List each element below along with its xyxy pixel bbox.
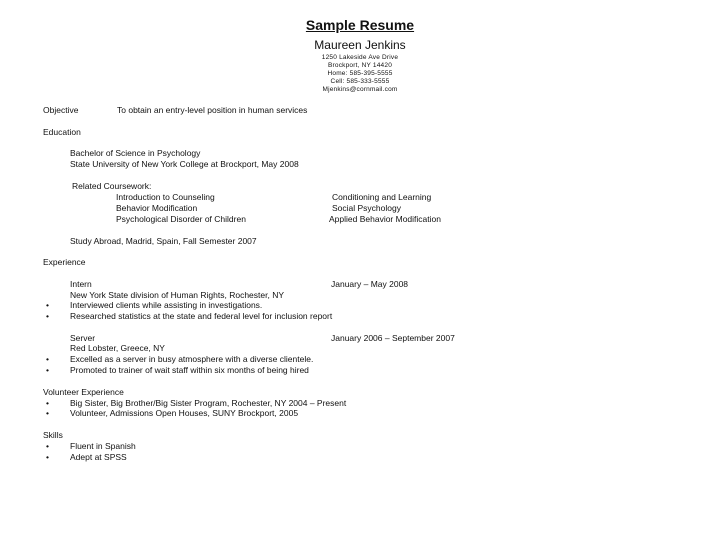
email: Mjenkins@cornmail.com (322, 86, 398, 93)
skill-item: Fluent in Spanish (70, 441, 136, 451)
school: State University of New York College at Brockport, May 2008 (70, 159, 299, 169)
skill-item: Adept at SPSS (70, 452, 127, 462)
job-dates: January – May 2008 (331, 279, 409, 289)
course-item: Social Psychology (332, 203, 401, 213)
bullet-icon: • (46, 408, 49, 418)
job-title: Intern (70, 279, 92, 289)
job-org: Red Lobster, Greece, NY (70, 343, 165, 353)
volunteer-item: Volunteer, Admissions Open Houses, SUNY Brockport, 2005 (70, 408, 299, 418)
cell-phone: Cell: 585-333-5555 (330, 78, 390, 85)
job-dates: January 2006 – September 2007 (331, 333, 455, 343)
course-item: Conditioning and Learning (332, 192, 432, 202)
course-item: Introduction to Counseling (116, 192, 215, 202)
address-line-2: Brockport, NY 14420 (327, 62, 393, 69)
job-bullet: Researched statistics at the state and federal level for inclusion report (70, 311, 333, 321)
objective-text: To obtain an entry-level position in human services (117, 105, 308, 115)
bullet-icon: • (46, 365, 49, 375)
course-item: Behavior Modification (116, 203, 198, 213)
applicant-name: Maureen Jenkins (314, 38, 406, 52)
coursework-label: Related Coursework: (72, 181, 152, 191)
objective-label: Objective (43, 105, 79, 115)
volunteer-label: Volunteer Experience (43, 387, 124, 397)
bullet-icon: • (46, 300, 49, 310)
study-abroad: Study Abroad, Madrid, Spain, Fall Semester 2007 (70, 236, 257, 246)
address-line-1: 1250 Lakeside Ave Drive (321, 54, 399, 61)
bullet-icon: • (46, 441, 49, 451)
degree: Bachelor of Science in Psychology (70, 148, 201, 158)
bullet-icon: • (46, 452, 49, 462)
bullet-icon: • (46, 354, 49, 364)
resume-title: Sample Resume (305, 17, 415, 33)
course-item: Applied Behavior Modification (329, 214, 441, 224)
bullet-icon: • (46, 311, 49, 321)
bullet-icon: • (46, 398, 49, 408)
job-bullet: Interviewed clients while assisting in investigations. (70, 300, 263, 310)
skills-label: Skills (43, 430, 63, 440)
experience-label: Experience (43, 257, 86, 267)
course-item: Psychological Disorder of Children (116, 214, 246, 224)
education-label: Education (43, 127, 81, 137)
job-bullet: Promoted to trainer of wait staff within six months of being hired (70, 365, 309, 375)
volunteer-item: Big Sister, Big Brother/Big Sister Program, Rochester, NY 2004 – Present (70, 398, 347, 408)
job-org: New York State division of Human Rights, Rochester, NY (70, 290, 285, 300)
job-title: Server (70, 333, 96, 343)
job-bullet: Excelled as a server in busy atmosphere with a diverse clientele. (70, 354, 314, 364)
home-phone: Home: 585-395-5555 (327, 70, 393, 77)
